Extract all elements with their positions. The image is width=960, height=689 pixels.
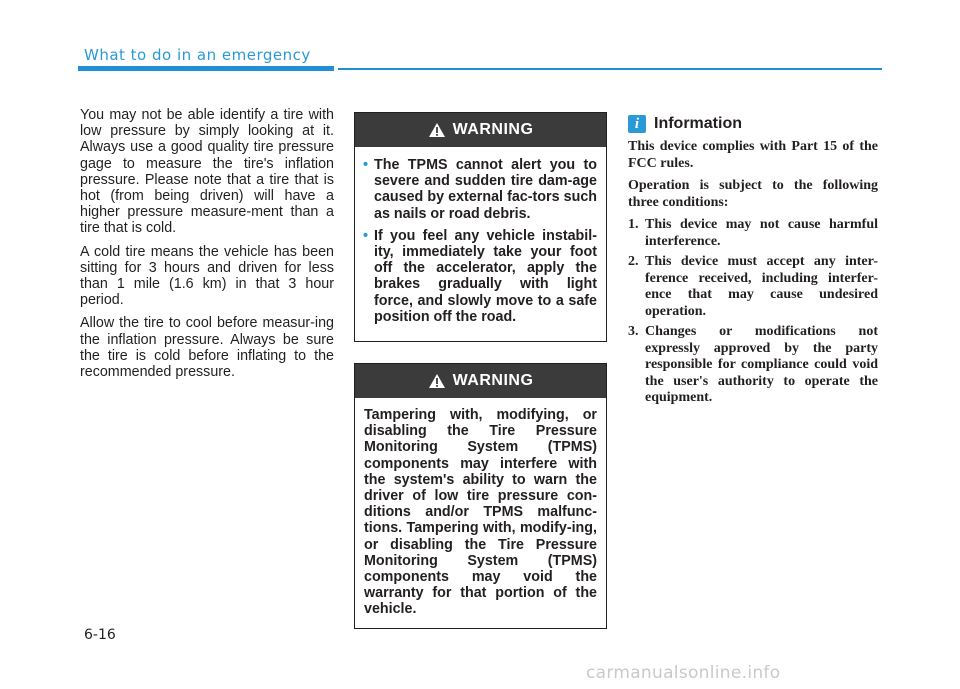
warning-bullet: • If you feel any vehicle instabil-ity, immediately take your foot off the accelerator, apply the brakes gradually with light force, and slowly move to a safe position off the road. — [364, 228, 597, 325]
list-item-text: This device may not cause harmful interference. — [645, 217, 878, 249]
info-paragraph: Operation is subject to the following three conditions: — [628, 178, 878, 210]
watermark: carmanualsonline.info — [586, 663, 781, 683]
warning-triangle-icon — [428, 373, 446, 389]
warning-bullet: • The TPMS cannot alert you to severe and sudden tire dam-age caused by external fac-tors such as nails or road debris. — [364, 157, 597, 222]
warning-box-tampering — [354, 363, 607, 629]
warning-label: WARNING — [452, 121, 534, 138]
information-title: Information — [654, 114, 742, 132]
body-paragraph: Allow the tire to cool before measur-ing the inflation pressure. Always be sure the tire is cold before inflating to the recommended pressure. — [80, 315, 334, 381]
list-item-text: This device must accept any inter-ference received, including interfer-ence that may cause undesired operation. — [645, 254, 878, 319]
info-icon: i — [628, 115, 646, 133]
body-paragraph: You may not be able identify a tire with low pressure by simply looking at it. Always use a good quality tire pressure gage to measure the tire's inflation pressure. Please note that a tire that is hot (from being driven) will have a higher pressure measure-ment than a tire that is cold. — [80, 107, 334, 237]
warning-header — [355, 364, 606, 398]
page-number: 6-16 — [84, 627, 116, 643]
information-section — [628, 115, 878, 411]
list-item — [628, 217, 878, 250]
warning-header — [355, 113, 606, 147]
header-rule-thin — [338, 68, 882, 70]
warning-box-tpms — [354, 112, 607, 342]
header-rule-thick — [78, 66, 334, 71]
list-item-text: Changes or modifications not expressly approved by the party responsible for compliance could void the user's authority to operate the equipment. — [645, 324, 878, 405]
left-column — [80, 107, 334, 387]
list-item — [628, 254, 878, 320]
list-item-number: 1. — [628, 217, 639, 232]
list-item-number: 3. — [628, 324, 639, 339]
section-title: What to do in an emergency — [84, 46, 311, 64]
info-paragraph: This device complies with Part 15 of the FCC rules. — [628, 139, 878, 171]
warning-text: Tampering with, modifying, or disabling the Tire Pressure Monitoring System (TPMS) components may interfere with the system's ability to warn the driver of low tire pressure con-ditions and/or TPMS malfunc-tions. Tampering with, modify-ing, or disabling the Tire Pressure Monitoring System (TPMS) components may void the warranty for that portion of the vehicle. — [364, 407, 597, 618]
warning-triangle-icon — [428, 122, 446, 138]
list-item-number: 2. — [628, 254, 639, 269]
warning-label: WARNING — [452, 372, 534, 389]
info-conditions-list — [628, 217, 878, 407]
list-item — [628, 324, 878, 407]
body-paragraph: A cold tire means the vehicle has been sitting for 3 hours and driven for less than 1 mile (1.6 km) in that 3 hour period. — [80, 243, 334, 309]
